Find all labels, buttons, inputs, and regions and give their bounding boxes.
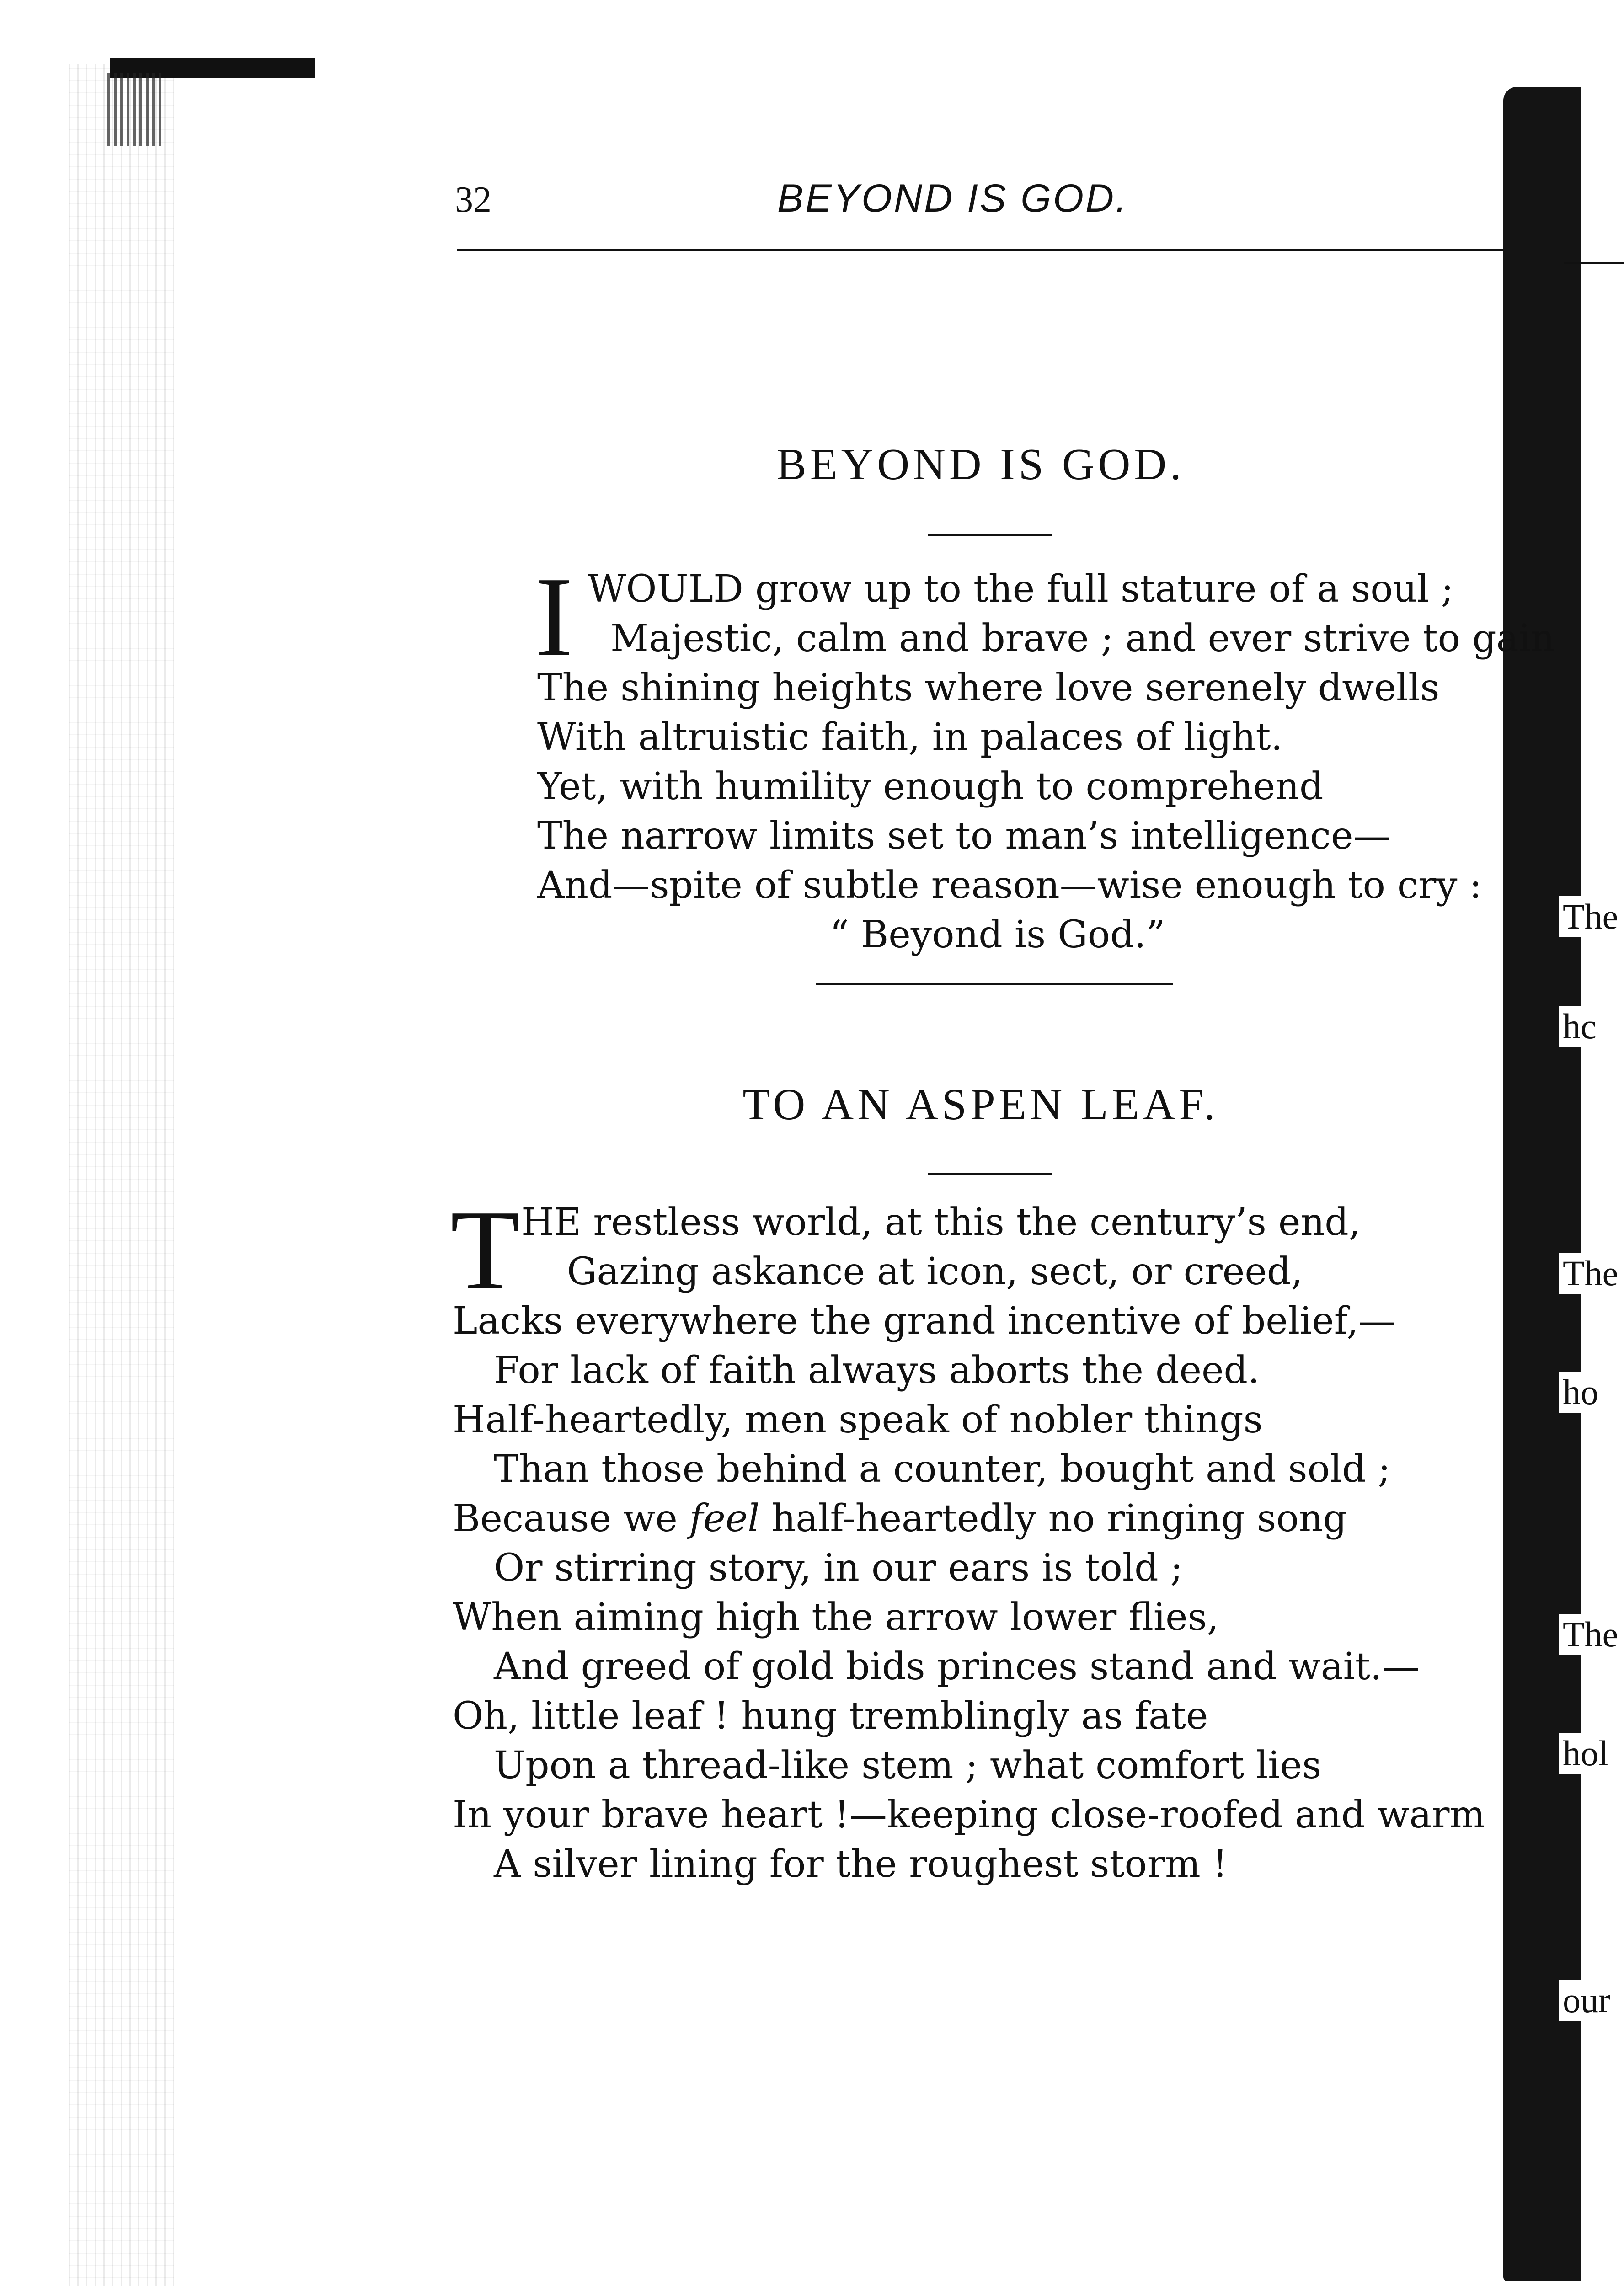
poem-line: Majestic, calm and brave ; and ever strive to gain	[610, 617, 1555, 660]
adjacent-page-fragment: hol	[1559, 1733, 1624, 1774]
italic-word: feel	[689, 1497, 760, 1540]
poem-line: And—spite of subtle reason—wise enough to cry :	[537, 864, 1482, 907]
poem-line: And greed of gold bids princes stand and wait.—	[494, 1645, 1420, 1688]
poem-beyond-is-god	[537, 565, 1555, 960]
poem-title-to-an-aspen-leaf: TO AN ASPEN LEAF.	[743, 1080, 1219, 1129]
poem-line: Upon a thread-like stem ; what comfort lies	[494, 1744, 1322, 1787]
poem-line: When aiming high the arrow lower flies,	[453, 1596, 1219, 1639]
poem-line: The narrow limits set to man’s intelligence—	[537, 814, 1391, 858]
title-rule	[928, 1173, 1052, 1175]
poem-line: Or stirring story, in our ears is told ;	[494, 1546, 1183, 1590]
poem-line: With altruistic faith, in palaces of light.	[537, 716, 1283, 759]
adjacent-page-fragment: hc	[1559, 1006, 1624, 1047]
poem-line: In your brave heart !—keeping close-roofed and warm	[453, 1793, 1485, 1837]
adjacent-header-rule	[1564, 262, 1624, 264]
poem-line: Gazing askance at icon, sect, or creed,	[567, 1250, 1303, 1293]
adjacent-page-fragment: The	[1559, 896, 1624, 937]
drop-cap: T	[450, 1187, 520, 1314]
poem-line-end: half-heartedly no ringing song	[771, 1497, 1347, 1540]
section-divider	[816, 983, 1173, 985]
poem-line-start: Because we	[453, 1497, 678, 1540]
binding-scan-noise	[107, 73, 162, 146]
poem-line: Half-heartedly, men speak of nobler things	[453, 1398, 1263, 1442]
poem-line: Lacks everywhere the grand incentive of belief,—	[453, 1299, 1396, 1343]
poem-line-attribution: “ Beyond is God.”	[830, 913, 1165, 956]
poem-line	[453, 1494, 1485, 1544]
poem-title-beyond-is-god: BEYOND IS GOD.	[776, 440, 1185, 489]
adjacent-page-fragment: The	[1559, 1253, 1624, 1294]
poem-line: The shining heights where love serenely dwells	[537, 666, 1440, 710]
adjacent-page-fragment: ho	[1559, 1372, 1624, 1413]
poem-to-an-aspen-leaf	[453, 1198, 1485, 1889]
adjacent-page-edge-cap	[1568, 636, 1581, 741]
poem-line: WOULD grow up to the full stature of a soul ;	[588, 567, 1454, 611]
title-rule	[928, 534, 1052, 536]
poem-line: A silver lining for the roughest storm !	[494, 1843, 1228, 1886]
poem-line: Than those behind a counter, bought and sold ;	[494, 1447, 1391, 1491]
page-number: 32	[455, 180, 491, 220]
poem-line: Oh, little leaf ! hung tremblingly as fate	[453, 1694, 1208, 1738]
running-head: BEYOND IS GOD.	[777, 176, 1129, 220]
header-rule	[457, 249, 1504, 251]
adjacent-page-edge	[1503, 87, 1581, 2281]
adjacent-page-fragment: our	[1559, 1980, 1624, 2021]
binding-left-edge	[69, 64, 174, 2286]
poem-line: For lack of faith always aborts the deed.	[494, 1349, 1260, 1392]
adjacent-page-fragment: The	[1559, 1614, 1624, 1655]
poem-line: HE restless world, at this the century’s end,	[521, 1201, 1361, 1244]
drop-cap: I	[535, 554, 573, 680]
poem-line: Yet, with humility enough to comprehend	[537, 765, 1324, 808]
